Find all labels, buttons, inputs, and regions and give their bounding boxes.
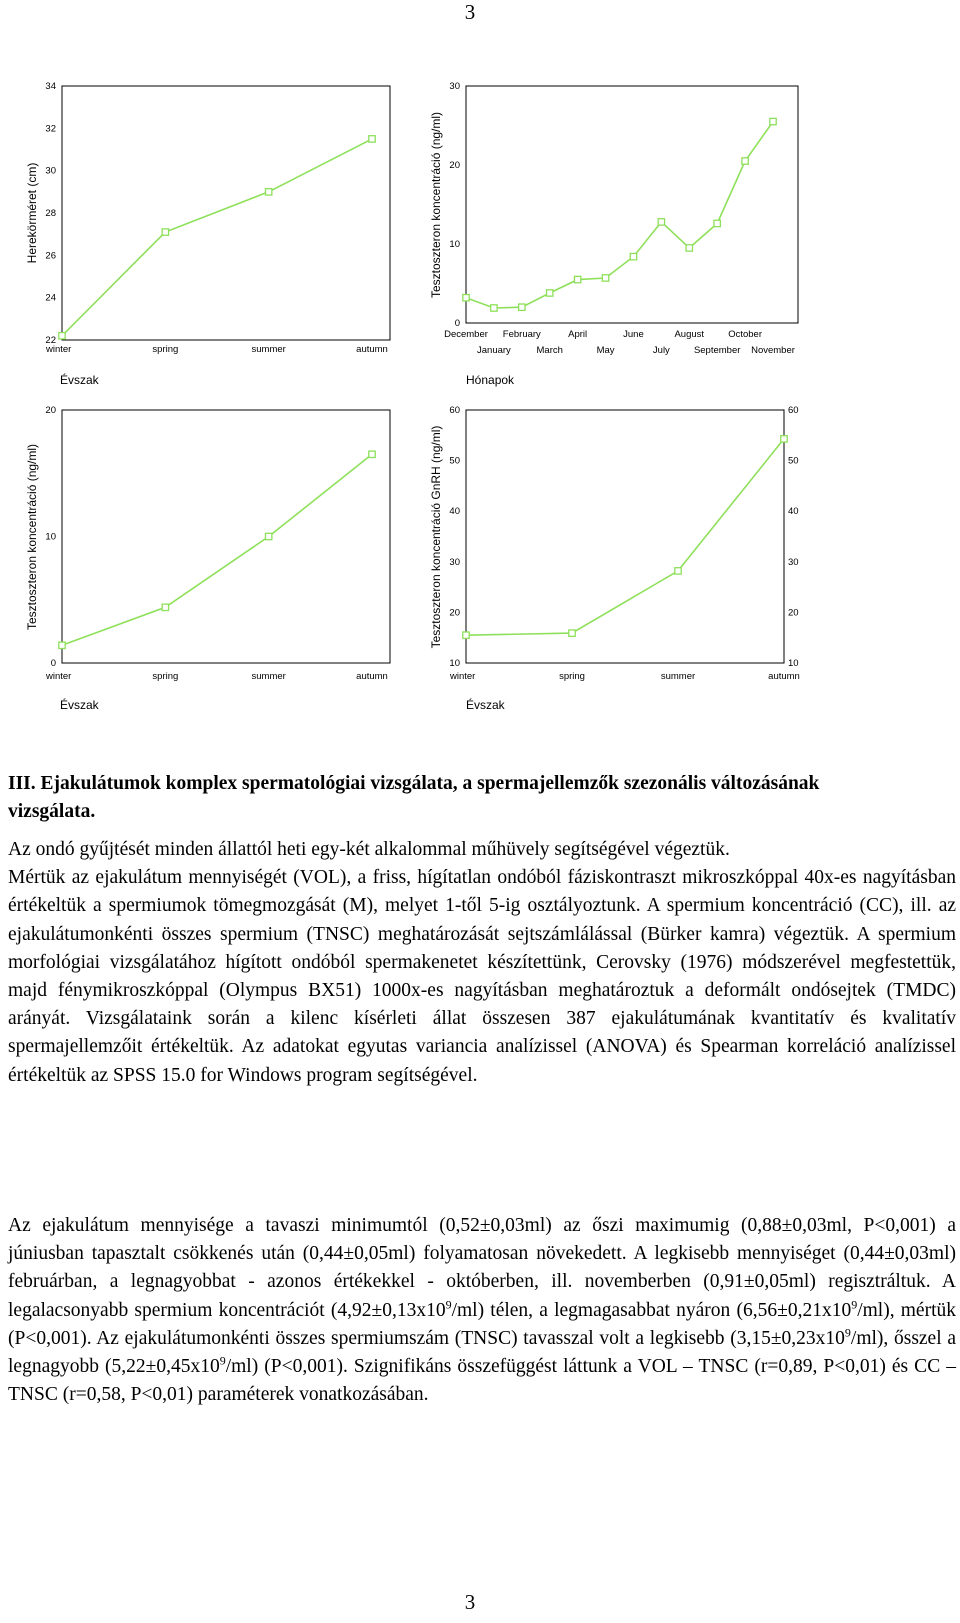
data-point [658,219,664,225]
y-tick-label-right: 50 [788,455,799,467]
data-point [369,451,375,457]
data-point [547,290,553,296]
y-tick-label: 10 [45,531,56,543]
y-tick-label-right: 30 [788,556,799,568]
y-tick-label: 20 [45,405,56,416]
y-tick-label: 34 [45,81,56,92]
data-point [162,604,168,610]
data-point [569,630,575,636]
superscript: 9 [851,1297,858,1312]
series-line [466,439,784,635]
x-category-label: March [536,345,563,356]
superscript: 9 [445,1297,452,1312]
x-category-label: October [728,329,762,340]
x-axis-label: Évszak [466,698,505,712]
paragraph-methods-body: Mértük az ejakulátum mennyiségét (VOL), a friss, hígítatlan ondóból fáziskontraszt mikroszkóppal 40x-es nagyításban értékeltük a spermiumok tömegmozgását (M), melyet 1-től 5-ig osztályoztunk. A spermium koncentráció (CC), ill. az ejakulátumonkénti összes spermium (TNSC) meghatározását sejtszámlálással (Bürker kamra) végeztük. A spermium morfológiai vizsgálatához hígított ondóból spermakenetet készítettünk, Cerovsky (1976) módszerével megfestettük, majd fénymikroszkóppal (Olympus BX51) 1000x-es nagyításban meghatároztuk a deformált ondósejtek (TMDC) arányát. Vizsgálataink során a kilenc kísérleti állat összesen 387 ejakulátumának kvantitatív és kvalitatív spermajellemzőit értékeltük. Az adatokat egyutas variancia analízissel (ANOVA) és Spearman korreláció analízissel értékeltük az SPSS 15.0 for Windows program segítségével. [8,867,956,1086]
x-category-label: December [444,329,488,340]
x-category-label: April [568,329,588,340]
y-tick-label: 50 [449,455,460,467]
results-text-d: /ml), ősszel a legnagyobb (5,22±0,45x10 [8,1327,956,1378]
chart-testosterone-seasonal [25,405,390,712]
data-point [59,333,65,339]
superscript: 9 [844,1325,851,1340]
data-point [265,189,271,195]
data-point [602,275,608,281]
paragraph-methods-first-line: Az ondó gyűjtését minden állattól heti egy-két alkalommal műhüvely segítségével végeztük. [8,839,730,860]
y-tick-label: 40 [449,506,460,518]
y-axis-label: Tesztoszteron koncentráció (ng/ml) [429,111,443,299]
x-category-label: July [652,345,670,356]
y-tick-label: 22 [45,335,56,346]
data-point [519,304,525,310]
y-tick-label-right: 40 [788,506,799,518]
results-text-a: Az ejakulátum mennyisége a tavaszi minimumtól (0,52±0,03ml) az őszi maximumig (0,88±0,03ml, P<0,001) a júniusban tapasztalt csökkenés után (0,44±0,05ml) folyamatosan növekedett. A legkisebb mennyiséget (0,44±0,03ml) februárban, a legnagyobbat - azonos értékekkel - októberben, ill. novemberben (0,91±0,05ml) regisztráltuk. A legalacsonyabb spermium koncentrációt (4,92±0,13x10 [8,1215,956,1321]
data-point [162,229,168,235]
data-point [742,158,748,164]
y-tick-label: 10 [449,658,460,669]
x-category-label: spring [152,671,179,682]
x-category-label: summer [251,344,286,355]
x-category-label: autumn [768,671,800,682]
data-point [686,245,692,251]
x-category-label: February [502,329,541,340]
results-text-b: /ml) télen, a legmagasabbat nyáron (6,56±0,21x10 [451,1299,852,1321]
x-category-label: August [674,329,705,340]
data-point [463,632,469,638]
page-number-bottom: 3 [464,1590,476,1614]
superscript: 9 [219,1353,226,1368]
y-axis-label: Tesztoszteron koncentráció GnRH (ng/ml) [429,425,443,649]
paragraph-results [8,1212,956,1409]
series-line [62,454,372,645]
data-point [630,253,636,259]
x-category-label: winter [450,671,476,682]
series-line [62,139,372,336]
plot-frame [62,86,390,340]
x-axis-label: Évszak [60,698,99,712]
x-category-label: September [693,345,741,356]
y-tick-label: 32 [45,123,56,135]
y-tick-label: 10 [449,239,460,250]
paragraph-methods [8,836,956,1090]
y-axis-label: Tesztoszteron koncentráció (ng/ml) [25,443,39,631]
data-point [369,136,375,142]
x-category-label: summer [251,671,286,682]
x-category-label: spring [559,671,585,682]
y-tick-label: 60 [449,405,460,416]
y-tick-label: 30 [449,556,460,568]
x-axis-label: Évszak [60,373,99,387]
data-point [781,436,787,442]
page-number-top: 3 [464,0,476,24]
chart-testosterone-gnrh [429,405,800,712]
y-tick-label-right: 60 [788,405,799,416]
y-tick-label: 30 [45,165,56,177]
x-category-label: winter [46,671,72,682]
results-text-c: /ml), mértük (P<0,001). Az ejakulátumonkénti összes spermiumszám (TNSC) tavasszal volt a legkisebb (3,15±0,23x10 [8,1299,957,1349]
data-point [463,295,469,301]
data-point [675,568,681,574]
plot-frame [62,410,390,663]
y-tick-label: 24 [45,292,56,304]
x-category-label: June [623,329,644,340]
plot-frame [466,410,784,663]
plot-frame [466,86,798,323]
y-tick-label: 28 [45,208,56,219]
x-category-label: spring [152,344,179,355]
chart-testis-size [25,81,390,387]
y-tick-label: 20 [449,160,460,171]
data-point [574,276,580,282]
data-point [265,533,271,539]
data-point [714,220,720,226]
data-point [491,305,497,311]
x-category-label: November [751,345,795,356]
x-category-label: January [477,345,511,356]
x-category-label: winter [46,344,72,355]
series-line [466,122,773,308]
x-axis-label: Hónapok [466,373,515,387]
chart-testosterone-monthly [429,81,798,387]
y-tick-label: 20 [449,607,460,619]
y-tick-label: 0 [454,318,460,329]
y-tick-label-right: 10 [788,658,799,669]
results-text-e: /ml) (P<0,001). Szignifikáns összefüggést láttunk a VOL – TNSC (r=0,89, P<0,01) és CC – TNSC (r=0,58, P<0,01) paraméterek vonatkozásában. [8,1356,956,1406]
y-tick-label-right: 20 [788,607,799,619]
section-heading: III. Ejakulátumok komplex spermatológiai vizsgálata, a spermajellemzők szezonális változásának vizsgálata. [8,773,820,822]
y-tick-label: 0 [50,658,56,669]
y-axis-label: Herekörméret (cm) [25,162,39,264]
data-point [770,118,776,124]
x-category-label: autumn [356,344,388,355]
x-category-label: autumn [356,671,388,682]
charts-area [0,0,960,740]
y-tick-label: 26 [45,250,56,262]
y-tick-label: 30 [449,81,460,92]
x-category-label: summer [660,671,696,682]
x-category-label: May [596,345,615,356]
data-point [59,642,65,648]
